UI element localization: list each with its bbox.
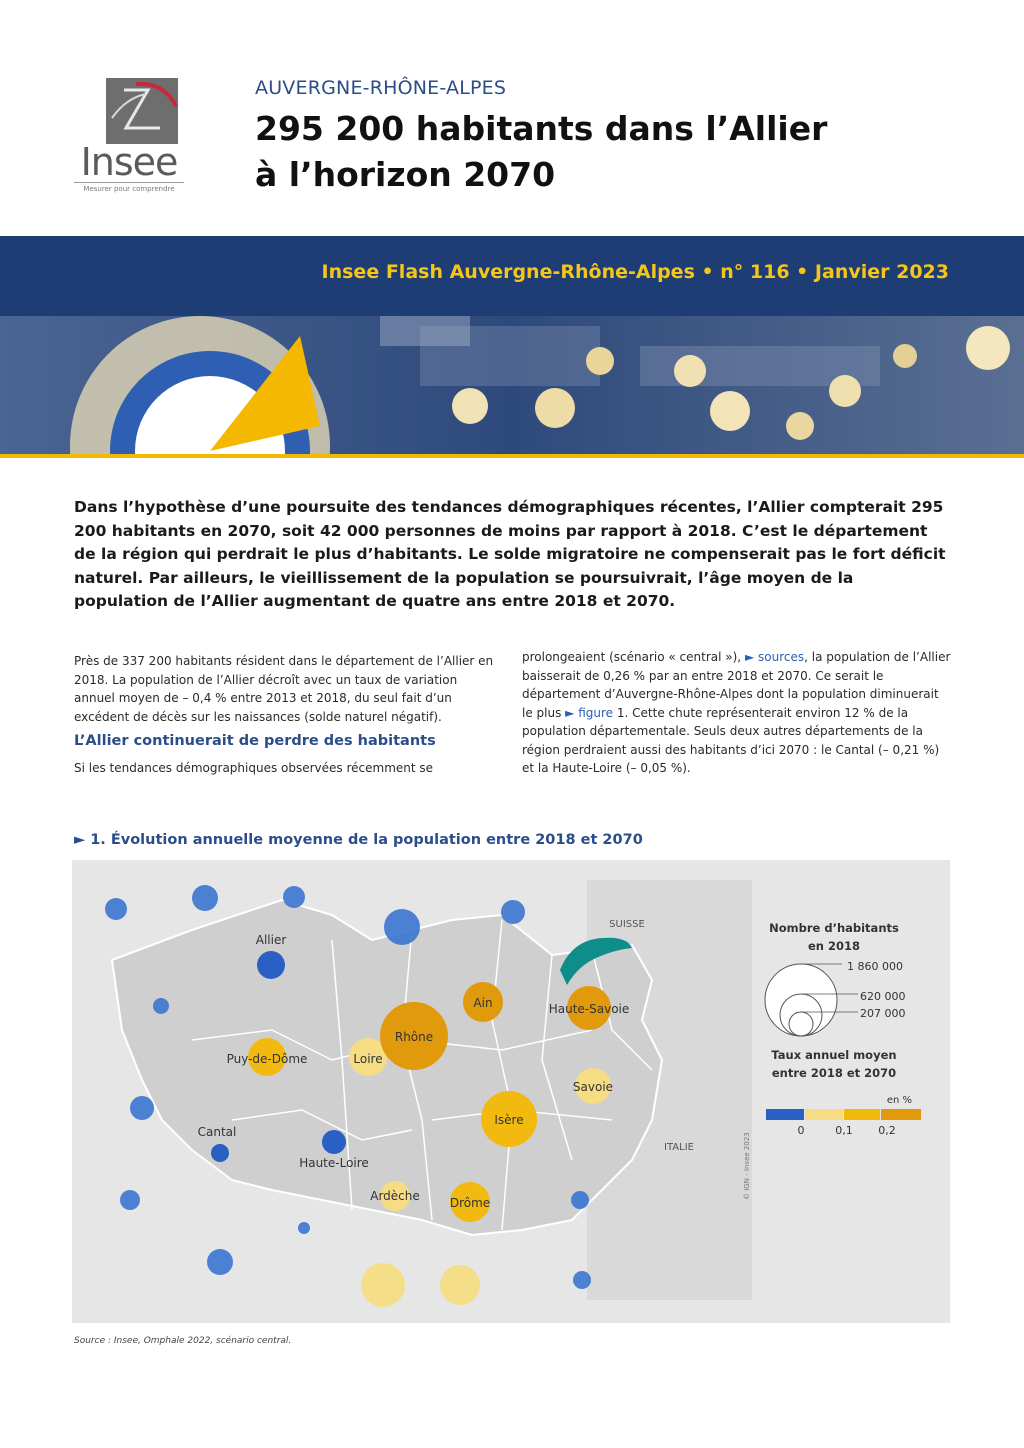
decorative-banner	[0, 316, 1024, 458]
legend-size-title-2: en 2018	[808, 939, 860, 953]
label-suisse: SUISSE	[609, 919, 645, 930]
label-haute-savoie: Haute-Savoie	[548, 1002, 630, 1016]
figure-map	[72, 860, 950, 1323]
label-loire: Loire	[353, 1052, 383, 1066]
map-copyright: © IGN - Insee 2023	[743, 1132, 751, 1200]
legend-unit: en %	[886, 1095, 912, 1106]
legend-size-620000: 620 000	[860, 990, 906, 1003]
body-paragraph-2: Si les tendances démographiques observées récemment se	[74, 761, 434, 775]
body-paragraph-1: Près de 337 200 habitants résident dans le département de l’Allier en 2018. La population de l’Allier décroît avec un taux de variation annuel moyen de – 0,4 % entre 2013 et 2018, du seul fait d’un excédent de décès sur les naissances (solde naturel négatif).	[74, 654, 494, 724]
region-label: AUVERGNE-RHÔNE-ALPES	[255, 77, 507, 99]
page-title	[255, 106, 827, 198]
para3-text-c: 1. Cette chute représenterait environ 12 % de la population départementale. Seuls deux autres départements de la région perdraient aussi des habitants d’ici 2070 : le Cantal (– 0,21 %) et la Haute-Loire (– 0,05 %).	[522, 705, 940, 775]
label-savoie: Savoie	[572, 1080, 614, 1094]
label-puy-de-dome: Puy-de-Dôme	[226, 1052, 308, 1066]
legend-size-title-1: Nombre d’habitants	[769, 921, 899, 935]
para3-text-b: , la population de l’Allier baisserait de 0,26 % par an entre 2018 et 2070. Ce serait le département d’Auvergne-Rhône-Alpes dont la population diminuerait le plus	[522, 650, 951, 720]
figure-link[interactable]: ► figure	[565, 705, 614, 720]
body-paragraph-3	[522, 648, 952, 778]
publication-band	[0, 236, 1024, 316]
legend-rate-title-2: entre 2018 et 2070	[771, 1066, 897, 1080]
label-isere: Isère	[494, 1113, 524, 1127]
legend-size-207000: 207 000	[860, 1007, 906, 1020]
label-drome: Drôme	[449, 1196, 491, 1210]
section-heading: L’Allier continuerait de perdre des habitants	[74, 733, 436, 749]
legend-rate-title-1: Taux annuel moyen	[771, 1048, 897, 1062]
map-svg	[72, 860, 950, 1323]
legend-tick-0.1: 0,1	[835, 1124, 853, 1137]
banner-illustration	[0, 316, 1024, 454]
figure-source: Source : Insee, Omphale 2022, scénario central.	[74, 1336, 292, 1346]
title-line-2: à l’horizon 2070	[255, 155, 556, 194]
sources-link[interactable]: ► sources	[744, 650, 805, 664]
map-legend	[765, 921, 921, 1137]
label-haute-loire: Haute-Loire	[299, 1156, 369, 1170]
label-cantal: Cantal	[197, 1125, 237, 1139]
circle-cantal	[211, 1144, 229, 1162]
legend-circle-large	[765, 964, 837, 1036]
insee-logo	[74, 78, 184, 196]
legend-swatch-negative	[766, 1109, 804, 1120]
legend-tick-0: 0	[797, 1124, 805, 1137]
para3-text-a: prolongeaient (scénario « central »),	[522, 650, 742, 664]
label-ain: Ain	[473, 996, 493, 1010]
circle-allier	[257, 951, 285, 979]
label-allier: Allier	[255, 933, 287, 947]
label-ardeche: Ardèche	[370, 1189, 420, 1203]
logo-wordmark: Insee	[80, 140, 178, 184]
logo-tagline: Mesurer pour comprendre	[74, 182, 184, 193]
figure-title: ► 1. Évolution annuelle moyenne de la population entre 2018 et 2070	[74, 832, 643, 848]
legend-swatch-over-0.2	[881, 1109, 921, 1120]
label-italie: ITALIE	[664, 1142, 694, 1153]
label-rhone: Rhône	[394, 1030, 434, 1044]
circle-haute-loire	[322, 1130, 346, 1154]
legend-size-1860000: 1 860 000	[847, 960, 903, 973]
legend-tick-0.2: 0,2	[878, 1124, 896, 1137]
legend-swatch-0.1-0.2	[844, 1109, 880, 1120]
logo-mark-icon	[106, 78, 178, 144]
legend-swatch-0-0.1	[805, 1109, 843, 1120]
title-line-1: 295 200 habitants dans l’Allier	[255, 109, 828, 148]
publication-reference: Insee Flash Auvergne-Rhône-Alpes • n° 116 • Janvier 2023	[321, 261, 949, 283]
intro-paragraph: Dans l’hypothèse d’une poursuite des tendances démographiques récentes, l’Allier compterait 295 200 habitants en 2070, soit 42 000 personnes de moins par rapport à 2018. C’est le département de la région qui perdrait le plus d’habitants. Le solde migratoire ne compenserait pas le fort déficit naturel. Par ailleurs, le vieillissement de la population se poursuivrait, l’âge moyen de la population de l’Allier augmentant de quatre ans entre 2018 et 2070.	[74, 498, 946, 610]
